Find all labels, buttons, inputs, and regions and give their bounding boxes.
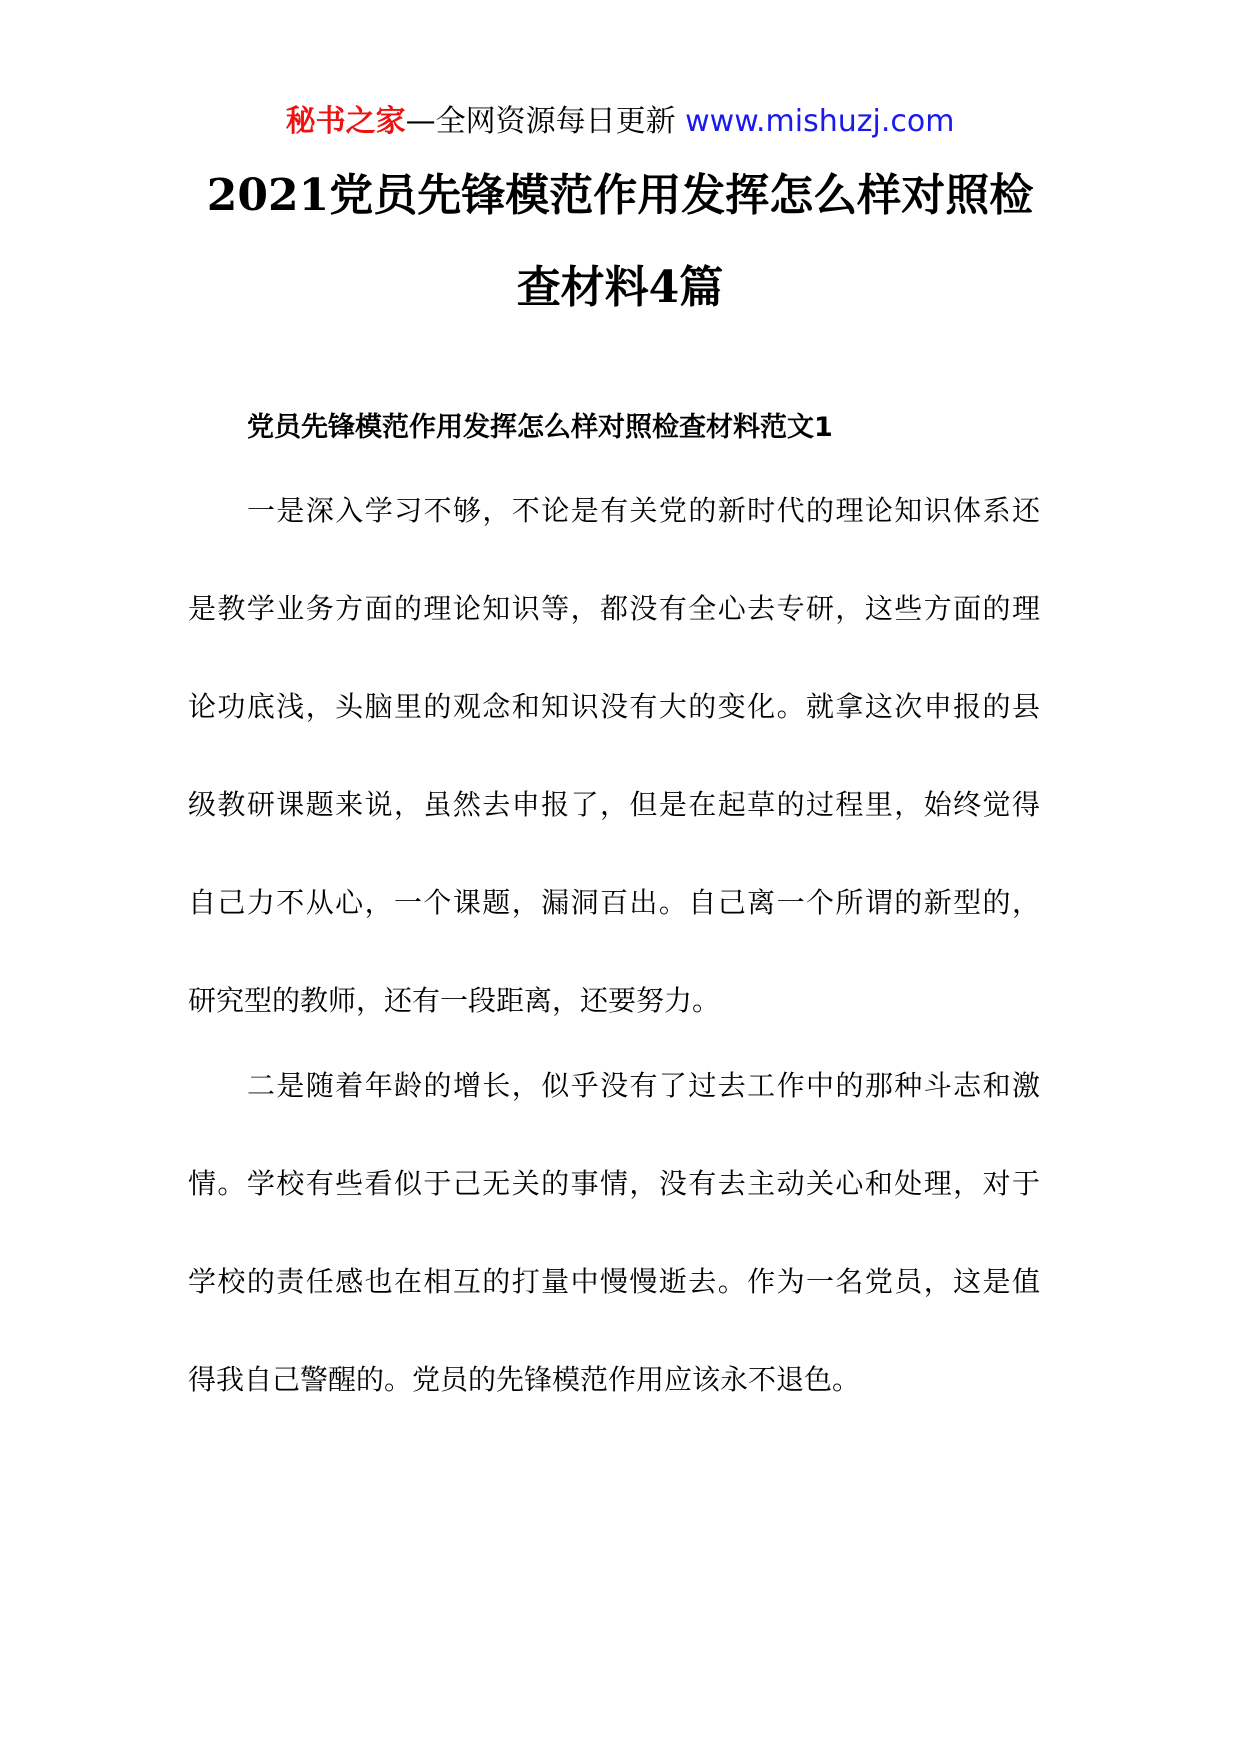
site-brand: 秘书之家	[285, 104, 406, 139]
site-url-link[interactable]: www.mishuzj.com	[685, 104, 955, 139]
paragraph-1-line-3: 论功底浅，头脑里的观念和知识没有大的变化。就拿这次申报的县	[188, 690, 1040, 723]
paragraph-2-line-4: 得我自己警醒的。党员的先锋模范作用应该永不退色。	[188, 1363, 861, 1396]
paragraph-1-line-5: 自己力不从心，一个课题，漏洞百出。自己离一个所谓的新型的，	[188, 886, 1040, 919]
paragraph-1-line-6: 研究型的教师，还有一段距离，还要努力。	[188, 984, 721, 1017]
paragraph-2-line-1: 二是随着年龄的增长，似乎没有了过去工作中的那种斗志和激	[247, 1069, 1040, 1102]
document-title-line-2: 查材料4篇	[516, 262, 724, 313]
paragraph-1-line-4: 级教研课题来说，虽然去申报了，但是在起草的过程里，始终觉得	[188, 788, 1040, 821]
paragraph-2-line-3: 学校的责任感也在相互的打量中慢慢逝去。作为一名党员，这是值	[188, 1265, 1040, 1298]
paragraph-1-line-1: 一是深入学习不够，不论是有关党的新时代的理论知识体系还	[247, 494, 1040, 527]
paragraph-2-line-2: 情。学校有些看似于己无关的事情，没有去主动关心和处理，对于	[188, 1167, 1040, 1200]
site-header	[0, 100, 1240, 144]
section-heading: 党员先锋模范作用发挥怎么样对照检查材料范文1	[247, 412, 833, 443]
document-title-line-1: 2021党员先锋模范作用发挥怎么样对照检	[206, 170, 1034, 221]
paragraph-1-line-2: 是教学业务方面的理论知识等，都没有全心去专研，这些方面的理	[188, 592, 1040, 625]
site-slogan: —全网资源每日更新	[405, 104, 686, 139]
